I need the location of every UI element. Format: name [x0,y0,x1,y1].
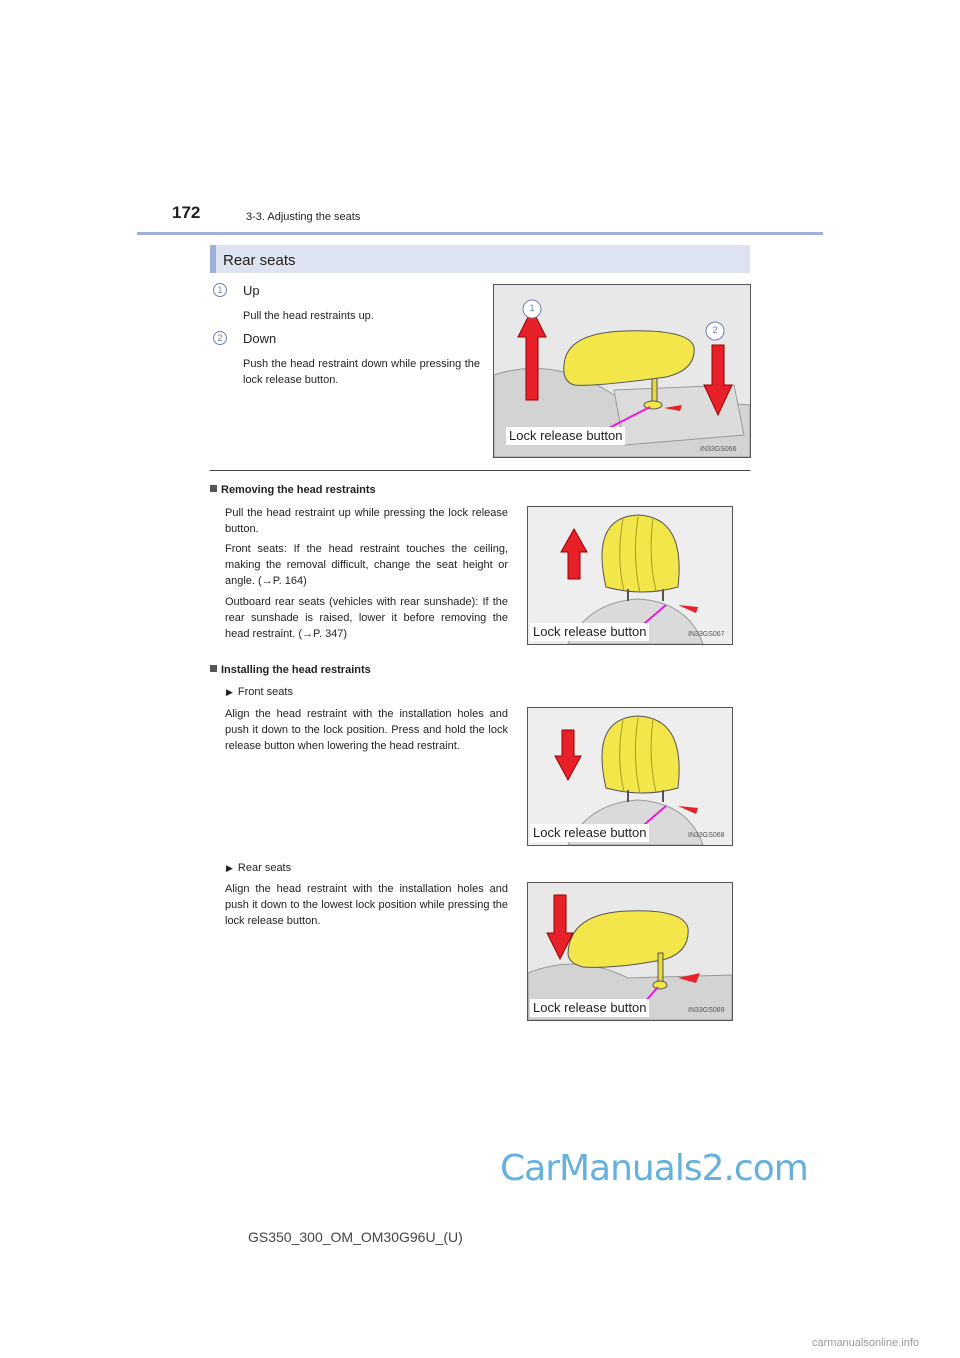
watermark-footer: carmanualsonline.info [812,1337,920,1349]
triangle-bullet-icon: ▶ [226,687,233,697]
section-divider [210,470,750,471]
installing-heading: Installing the head restraints [210,664,371,676]
figure-code: IN33GS069 [688,1007,725,1014]
removing-text-3: Outboard rear seats (vehicles with rear sunshade): If the rear sunshade is raised, lower it before removing the head restraint. (→P. 347) [225,596,508,640]
footer-doc-code: GS350_300_OM_OM30G96U_(U) [248,1229,463,1245]
item-text-up: Pull the head restraints up. [243,310,374,322]
page-number: 172 [172,203,201,222]
figure-code: IN33GS066 [700,446,737,453]
removing-heading: Removing the head restraints [210,484,376,496]
figure-rear-headrest [493,284,751,458]
removing-text-1: Pull the head restraint up while pressing the lock release button. [225,507,508,535]
figure-remove-headrest [527,506,733,645]
lock-release-label: Lock release button [506,427,625,445]
figure-code: IN33GS067 [688,631,725,638]
item-number-1: 1 [213,283,227,297]
item-text-down: Push the head restraint down while pressing the lock release button. [243,358,480,386]
lock-release-label: Lock release button [530,999,649,1017]
rear-seats-text: Align the head restraint with the installation holes and push it down to the lowest lock position while pressing the lock release button. [225,883,508,927]
item-title-up: Up [243,283,260,298]
figure-code: IN33GS068 [688,832,725,839]
figure-install-front [527,707,733,846]
section-band-accent [210,245,216,273]
removing-text-2: Front seats: If the head restraint touches the ceiling, making the removal difficult, change the seat height or angle. (→P. 164) [225,543,508,587]
watermark-logo: CarManuals2.com [500,1148,808,1189]
figure-install-rear [527,882,733,1021]
front-seats-label: ▶ Front seats [226,686,293,698]
lock-release-label: Lock release button [530,623,649,641]
figure-callout-2: 2 [712,325,718,335]
lock-release-label: Lock release button [530,824,649,842]
item-number-2: 2 [213,331,227,345]
front-seats-text: Align the head restraint with the installation holes and push it down to the lock position. Press and hold the lock release button when lowering the head restraint. [225,708,508,752]
header-rule [137,232,823,235]
item-title-down: Down [243,331,277,346]
triangle-bullet-icon: ▶ [226,863,233,873]
figure-callout-1: 1 [529,303,535,313]
square-bullet-icon [210,485,217,492]
square-bullet-icon [210,665,217,672]
section-title: 3-3. Adjusting the seats [246,211,361,223]
rear-seats-label: ▶ Rear seats [226,862,292,874]
section-band-title: Rear seats [223,252,296,269]
